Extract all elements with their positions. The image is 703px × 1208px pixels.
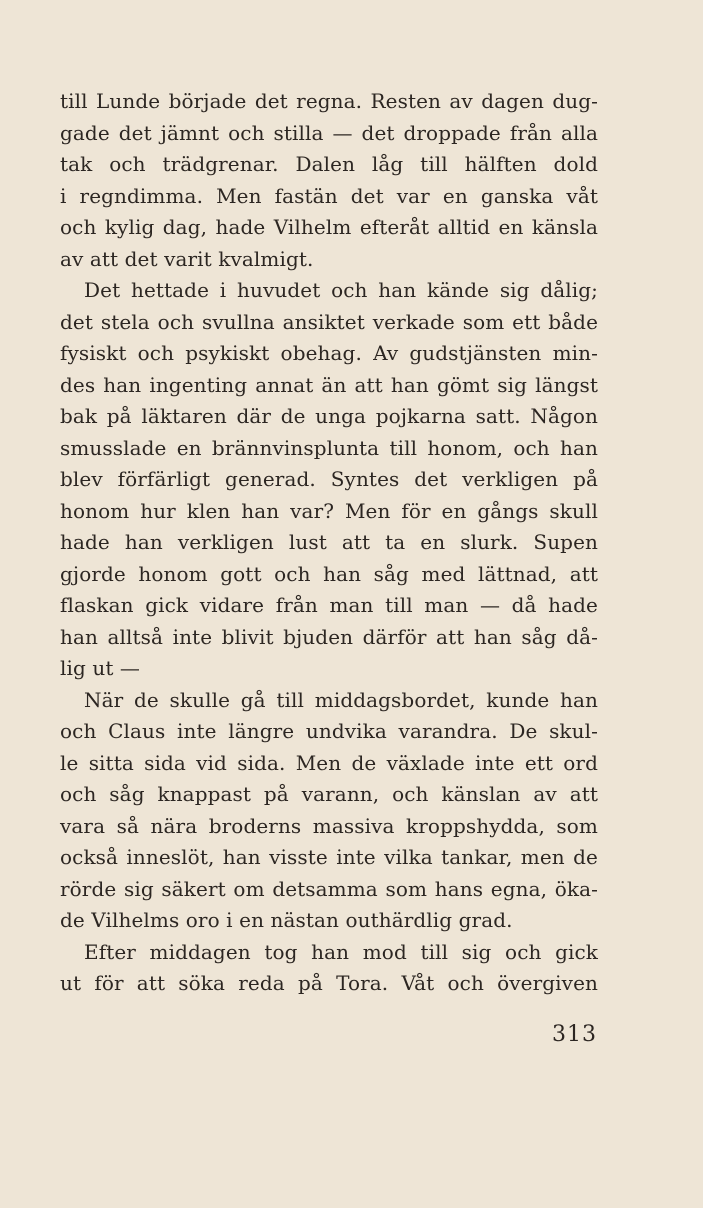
text-line: tak och trädgrenar. Dalen låg till hälften dold xyxy=(60,152,598,176)
text-line: han alltså inte blivit bjuden därför att han såg då- xyxy=(60,624,598,649)
text-line: le sitta sida vid sida. Men de växlade inte ett ord xyxy=(60,750,598,775)
text-line: hade han verkligen lust att ta en slurk. Supen xyxy=(60,530,598,554)
text-line: rörde sig säkert om detsamma som hans egna, öka- xyxy=(60,876,598,901)
text-line: När de skulle gå till middagsbordet, kunde han xyxy=(84,687,598,712)
text-line: blev förfärligt generad. Syntes det verkligen på xyxy=(60,467,598,491)
text-line: bak på läktaren där de unga pojkarna satt. Någon xyxy=(60,404,598,428)
text-line: till Lunde började det regna. Resten av dagen dug- xyxy=(60,89,598,113)
text-line: vara så nära broderns massiva kroppshydda, som xyxy=(60,813,598,838)
text-line: av att det varit kvalmigt. xyxy=(60,246,314,271)
text-line: det stela och svullna ansiktet verkade som ett både xyxy=(60,309,598,334)
text-line: och kylig dag, hade Vilhelm efteråt alltid en känsla xyxy=(60,215,598,239)
page-number: 313 xyxy=(552,1022,597,1047)
text-line: och såg knappast på varann, och känslan av att xyxy=(60,782,598,806)
text-line: Efter middagen tog han mod till sig och gick xyxy=(84,939,598,964)
text-line: lig ut — xyxy=(60,656,141,680)
text-line: des han ingenting annat än att han gömt sig längst xyxy=(60,372,598,397)
text-line: honom hur klen han var? Men för en gångs skull xyxy=(60,498,598,523)
text-line: gjorde honom gott och han såg med lättnad, att xyxy=(60,561,598,586)
text-line: fysiskt och psykiskt obehag. Av gudstjänsten min- xyxy=(60,341,598,365)
text-line: också inneslöt, han visste inte vilka tankar, men de xyxy=(60,845,598,869)
text-line: gade det jämnt och stilla — det droppade från alla xyxy=(60,120,598,145)
body-text xyxy=(60,86,598,1000)
text-line: smusslade en brännvinsplunta till honom, och han xyxy=(60,435,598,460)
text-line: Det hettade i huvudet och han kände sig dålig; xyxy=(84,278,598,302)
text-line: ut för att söka reda på Tora. Våt och övergiven xyxy=(60,971,598,995)
text-line: och Claus inte längre undvika varandra. De skul- xyxy=(60,719,598,743)
text-line: i regndimma. Men fastän det var en ganska våt xyxy=(60,183,598,208)
text-line: de Vilhelms oro i en nästan outhärdlig grad. xyxy=(60,908,513,932)
text-line: flaskan gick vidare från man till man — då hade xyxy=(60,593,598,617)
